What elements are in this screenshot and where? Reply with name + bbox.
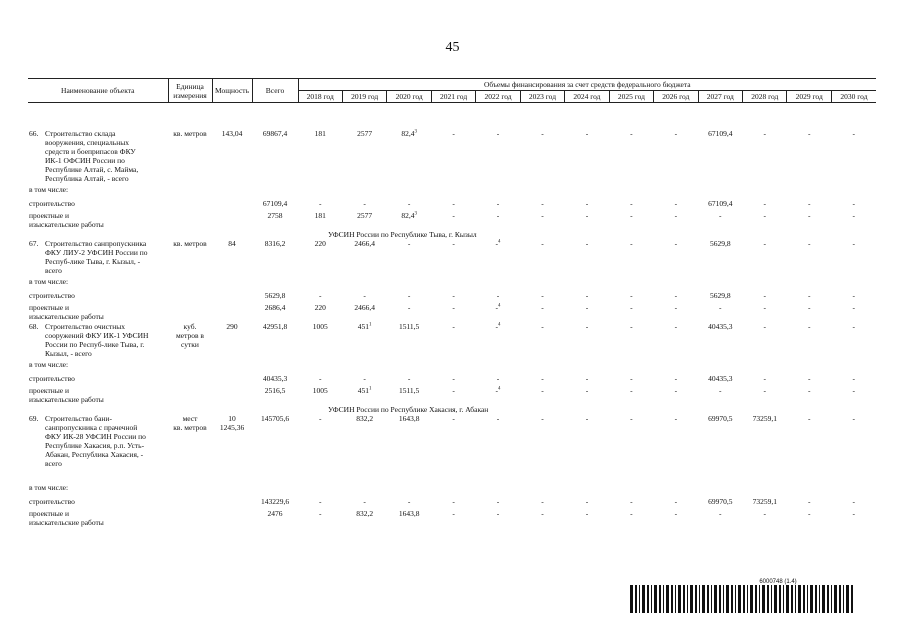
- table-row: [28, 506, 876, 528]
- construction-label: строительство: [29, 198, 75, 208]
- year-cell: -: [630, 508, 633, 518]
- year-cell: -: [541, 290, 544, 300]
- table-row: [28, 300, 876, 322]
- year-cell: [476, 383, 520, 405]
- total-cell: 42951,8: [262, 321, 288, 331]
- total-cell: 67109,4: [262, 198, 288, 208]
- year-cell: -: [541, 385, 544, 395]
- year-cell: -: [674, 496, 678, 506]
- year-cell: 2466,4: [354, 302, 375, 312]
- year-cell: -: [541, 238, 544, 248]
- year-cell: -: [807, 373, 811, 383]
- year-cell: -: [674, 198, 678, 208]
- year-cell: -: [318, 373, 322, 383]
- year-cell: 1643,8: [398, 508, 420, 518]
- barcode-bars: [628, 585, 858, 613]
- year-value: 451: [357, 321, 370, 331]
- unit-cell: кв. метров: [173, 128, 207, 138]
- page-number: 45: [445, 40, 460, 55]
- year-cell: -: [452, 496, 455, 506]
- year-cell: -: [807, 290, 811, 300]
- including-label: в том числе:: [29, 184, 69, 194]
- item-name: Строительство очистных сооружений ФКУ ИК-1 УФСИН России по Респуб-лике Тыва, г. Кызыл, - всего: [45, 321, 149, 358]
- year-cell: 69970,5: [708, 496, 733, 506]
- object-name: [28, 322, 168, 358]
- year-cell: -: [674, 385, 678, 395]
- header-year: 2025 год: [609, 91, 653, 103]
- year-cell: -: [674, 373, 678, 383]
- year-cell: -: [852, 385, 855, 395]
- year-cell: -: [585, 302, 589, 312]
- year-cell: -: [585, 198, 589, 208]
- including-label: в том числе:: [29, 359, 69, 369]
- year-cell: -: [318, 290, 322, 300]
- year-cell: [387, 129, 431, 183]
- total-cell: 40435,3: [262, 373, 288, 383]
- year-cell: -: [763, 210, 766, 220]
- header-year: 2020 год: [387, 91, 431, 103]
- year-cell: -: [674, 238, 678, 248]
- header-year: 2023 год: [520, 91, 564, 103]
- table-row: [28, 275, 876, 286]
- table-row: [28, 208, 876, 230]
- year-cell: -: [496, 128, 500, 138]
- year-cell: -: [674, 508, 678, 518]
- year-cell: -: [719, 302, 722, 312]
- year-cell: -: [630, 238, 633, 248]
- header-year: 2024 год: [565, 91, 609, 103]
- including-label: в том числе:: [29, 482, 69, 492]
- total-cell: 2758: [267, 210, 283, 220]
- header-total: Всего: [252, 79, 298, 103]
- year-cell: -: [541, 210, 544, 220]
- year-cell: -: [585, 496, 589, 506]
- object-name: [28, 414, 168, 468]
- year-cell: -: [496, 413, 500, 423]
- year-cell: -: [585, 373, 589, 383]
- table-row: [28, 492, 876, 506]
- year-cell: -: [318, 198, 322, 208]
- year-cell: -: [407, 302, 411, 312]
- header-year: 2026 год: [654, 91, 698, 103]
- year-cell: -: [452, 290, 455, 300]
- year-cell: -: [452, 238, 455, 248]
- footnote-mark: 1: [369, 322, 372, 327]
- year-cell: -: [630, 302, 633, 312]
- year-cell: 832,2: [356, 508, 374, 518]
- year-cell: -: [852, 302, 855, 312]
- year-cell: 220: [314, 302, 326, 312]
- year-cell: 40435,3: [708, 321, 733, 331]
- year-cell: -: [719, 210, 722, 220]
- item-number: 66.: [29, 128, 39, 138]
- year-cell: -: [630, 373, 633, 383]
- header-year: 2029 год: [787, 91, 831, 103]
- section-row: [28, 230, 876, 239]
- year-cell: -: [807, 321, 811, 331]
- year-cell: -: [452, 373, 455, 383]
- year-cell: -: [674, 210, 678, 220]
- item-name: Строительство бани-санпропускника с прачечной ФКУ ИК-28 УФСИН России по Республике Хакасия, р.п. Усть-Абакан, Республика Хакасия, - всего: [45, 413, 146, 468]
- item-number: 67.: [29, 238, 39, 248]
- unit-cell: [168, 322, 212, 358]
- year-cell: -: [763, 238, 766, 248]
- year-cell: -: [452, 508, 455, 518]
- footnote-mark: 4: [498, 386, 501, 391]
- year-cell: -: [585, 385, 589, 395]
- footnote-mark: 4: [498, 303, 501, 308]
- table-row: [28, 194, 876, 208]
- total-cell: 5629,8: [264, 290, 286, 300]
- year-cell: 73259,1: [752, 413, 777, 423]
- construction-label: строительство: [29, 496, 75, 506]
- header-row: [28, 79, 876, 91]
- year-cell: -: [852, 496, 855, 506]
- year-cell: -: [807, 238, 811, 248]
- year-cell: -: [363, 496, 366, 506]
- year-cell: -: [630, 413, 633, 423]
- capacity-value-2: 1245,36: [219, 422, 245, 432]
- year-cell: 2577: [357, 210, 373, 220]
- year-cell: -: [452, 210, 455, 220]
- header-name: Наименование объекта: [28, 79, 168, 103]
- header-year: 2028 год: [743, 91, 787, 103]
- capacity-value: 10: [228, 413, 236, 423]
- table-row: [28, 322, 876, 358]
- year-cell: -: [674, 302, 678, 312]
- header-year: 2021 год: [431, 91, 475, 103]
- year-cell: [476, 239, 520, 275]
- total-cell: 143229,6: [260, 496, 290, 506]
- year-cell: [476, 300, 520, 322]
- year-cell: 69970,5: [708, 413, 733, 423]
- year-cell: 5629,8: [709, 238, 731, 248]
- year-cell: -: [763, 321, 766, 331]
- table-row: [28, 369, 876, 383]
- year-cell: -: [541, 508, 544, 518]
- year-cell: -: [807, 198, 811, 208]
- spacer: [28, 103, 876, 129]
- year-cell: -: [852, 321, 855, 331]
- year-cell: -: [363, 373, 366, 383]
- year-cell: -: [852, 198, 855, 208]
- design-label: проектные и изыскательские работы: [29, 302, 104, 321]
- unit-cell: кв. метров: [173, 238, 207, 248]
- year-cell: -: [852, 210, 855, 220]
- year-cell: -: [452, 198, 455, 208]
- year-cell: 2466,4: [354, 238, 375, 248]
- construction-label: строительство: [29, 290, 75, 300]
- year-cell: -: [763, 508, 766, 518]
- table-row: [28, 383, 876, 405]
- year-cell: 5629,8: [709, 290, 731, 300]
- table-row: [28, 286, 876, 300]
- year-cell: -: [318, 496, 322, 506]
- year-cell: 1005: [312, 321, 328, 331]
- footnote-mark: 3: [414, 129, 417, 134]
- year-cell: -: [763, 385, 766, 395]
- year-cell: -: [852, 413, 855, 423]
- total-cell: 2476: [267, 508, 283, 518]
- year-value: 82,4: [401, 128, 415, 138]
- section-row: [28, 405, 876, 414]
- year-cell: 67109,4: [708, 198, 733, 208]
- year-cell: -: [363, 198, 366, 208]
- year-cell: -: [763, 128, 766, 138]
- year-cell: 220: [314, 238, 326, 248]
- year-cell: -: [852, 238, 855, 248]
- year-cell: -: [541, 321, 544, 331]
- design-label: проектные и изыскательские работы: [29, 385, 104, 404]
- total-cell: 2686,4: [264, 302, 286, 312]
- object-name: [28, 239, 168, 275]
- year-cell: -: [496, 290, 500, 300]
- footnote-mark: 1: [369, 386, 372, 391]
- year-cell: -: [452, 385, 455, 395]
- year-cell: -: [541, 496, 544, 506]
- barcode-caption: 6000748 (1.4): [759, 579, 797, 585]
- total-cell: 2516,5: [264, 385, 286, 395]
- header-unit: Единица измерения: [168, 79, 212, 103]
- year-value: 82,4: [401, 210, 415, 220]
- year-value: -: [495, 302, 499, 312]
- footnote-mark: 3: [414, 211, 417, 216]
- header-capacity: Мощность: [212, 79, 252, 103]
- total-cell: 69867,4: [262, 128, 288, 138]
- year-cell: -: [541, 373, 544, 383]
- year-cell: -: [630, 496, 633, 506]
- year-cell: -: [585, 321, 589, 331]
- barcode: [628, 579, 858, 618]
- footnote-mark: 4: [498, 322, 501, 327]
- year-cell: -: [318, 413, 322, 423]
- year-cell: -: [807, 302, 811, 312]
- year-cell: -: [363, 290, 366, 300]
- year-cell: -: [763, 373, 766, 383]
- year-cell: [342, 322, 386, 358]
- unit-text-2: кв. метров: [173, 422, 207, 432]
- year-cell: [387, 208, 431, 230]
- year-cell: -: [452, 128, 455, 138]
- year-cell: -: [541, 302, 544, 312]
- year-cell: -: [585, 210, 589, 220]
- year-cell: 181: [314, 128, 326, 138]
- year-cell: -: [674, 413, 678, 423]
- year-cell: -: [585, 508, 589, 518]
- year-cell: -: [407, 290, 411, 300]
- header-year: 2030 год: [831, 91, 876, 103]
- year-cell: -: [719, 508, 722, 518]
- design-label: проектные и изыскательские работы: [29, 508, 104, 527]
- year-cell: -: [674, 290, 678, 300]
- year-value: -: [495, 385, 499, 395]
- unit-text: мест: [182, 413, 198, 423]
- year-cell: 1511,5: [398, 321, 420, 331]
- table-row: [28, 468, 876, 492]
- item-number: 68.: [29, 321, 39, 331]
- header-year: 2022 год: [476, 91, 520, 103]
- year-cell: -: [541, 198, 544, 208]
- year-cell: 2577: [357, 128, 373, 138]
- year-cell: -: [496, 210, 500, 220]
- year-cell: [342, 383, 386, 405]
- year-cell: -: [496, 508, 500, 518]
- year-cell: -: [452, 413, 455, 423]
- year-cell: -: [852, 290, 855, 300]
- year-cell: -: [407, 496, 411, 506]
- year-cell: -: [407, 373, 411, 383]
- section-title: УФСИН России по Республике Тыва, г. Кызыл: [328, 229, 477, 239]
- year-cell: -: [630, 385, 633, 395]
- capacity-cell: [212, 414, 252, 468]
- unit-cell: [168, 414, 212, 468]
- table-row: [28, 239, 876, 275]
- financing-table: [28, 78, 876, 528]
- year-cell: -: [541, 128, 544, 138]
- year-cell: -: [630, 321, 633, 331]
- year-cell: -: [585, 128, 589, 138]
- year-cell: 1643,8: [398, 413, 420, 423]
- year-cell: [476, 322, 520, 358]
- year-cell: 67109,4: [708, 128, 733, 138]
- year-cell: 40435,3: [708, 373, 733, 383]
- year-cell: -: [452, 302, 455, 312]
- year-cell: -: [407, 198, 411, 208]
- year-cell: -: [585, 290, 589, 300]
- object-name: [28, 129, 168, 183]
- header-year: 2018 год: [298, 91, 342, 103]
- year-cell: -: [674, 128, 678, 138]
- year-cell: -: [630, 198, 633, 208]
- table-row: [28, 183, 876, 194]
- year-value: -: [495, 238, 499, 248]
- year-value: 451: [357, 385, 370, 395]
- capacity-cell: 290: [226, 321, 238, 331]
- year-cell: -: [763, 290, 766, 300]
- year-cell: -: [541, 413, 544, 423]
- year-cell: -: [807, 508, 811, 518]
- year-cell: -: [452, 321, 455, 331]
- year-cell: -: [496, 373, 500, 383]
- year-cell: 1005: [312, 385, 328, 395]
- year-cell: -: [852, 508, 855, 518]
- capacity-cell: 84: [228, 238, 236, 248]
- header-year: 2027 год: [698, 91, 742, 103]
- section-title: УФСИН России по Республике Хакасия, г. Абакан: [328, 404, 489, 414]
- year-cell: -: [496, 496, 500, 506]
- including-label: в том числе:: [29, 276, 69, 286]
- year-cell: -: [807, 385, 811, 395]
- footnote-mark: 4: [498, 239, 501, 244]
- item-name: Строительство санпропускника ФКУ ЛИУ-2 УФСИН России по Респуб-лике Тыва, г. Кызыл, - всего: [45, 238, 148, 275]
- total-cell: 8316,2: [264, 238, 286, 248]
- year-cell: -: [630, 210, 633, 220]
- item-number: 69.: [29, 413, 39, 423]
- year-cell: -: [807, 128, 811, 138]
- year-cell: -: [852, 373, 855, 383]
- year-cell: 1511,5: [398, 385, 420, 395]
- year-cell: -: [585, 413, 589, 423]
- year-cell: -: [807, 496, 811, 506]
- capacity-cell: 143,04: [221, 128, 243, 138]
- table-row: [28, 414, 876, 468]
- year-cell: 73259,1: [752, 496, 777, 506]
- year-value: -: [495, 321, 499, 331]
- design-label: проектные и изыскательские работы: [29, 210, 104, 229]
- table-row: [28, 358, 876, 369]
- year-cell: -: [807, 413, 811, 423]
- year-cell: -: [852, 128, 855, 138]
- year-cell: -: [496, 198, 500, 208]
- year-cell: -: [763, 198, 766, 208]
- year-cell: -: [585, 238, 589, 248]
- table-row: [28, 129, 876, 183]
- year-cell: -: [407, 238, 411, 248]
- year-cell: -: [807, 210, 811, 220]
- year-cell: -: [674, 321, 678, 331]
- header-year: 2019 год: [342, 91, 386, 103]
- unit-text: куб. метров в сутки: [176, 321, 204, 349]
- year-cell: -: [719, 385, 722, 395]
- header-financing-group: Объемы финансирования за счет средств федерального бюджета: [298, 79, 876, 91]
- year-cell: -: [630, 128, 633, 138]
- year-cell: -: [763, 302, 766, 312]
- year-cell: 181: [314, 210, 326, 220]
- year-cell: -: [318, 508, 322, 518]
- total-cell: 145705,6: [260, 413, 290, 423]
- item-name: Строительство склада вооружения, специальных средств и боеприпасов ФКУ ИК-1 ОФСИН России по Республике Алтай, с. Майма, Республика Алтай, - всего: [45, 128, 139, 183]
- year-cell: 832,2: [356, 413, 374, 423]
- construction-label: строительство: [29, 373, 75, 383]
- year-cell: -: [630, 290, 633, 300]
